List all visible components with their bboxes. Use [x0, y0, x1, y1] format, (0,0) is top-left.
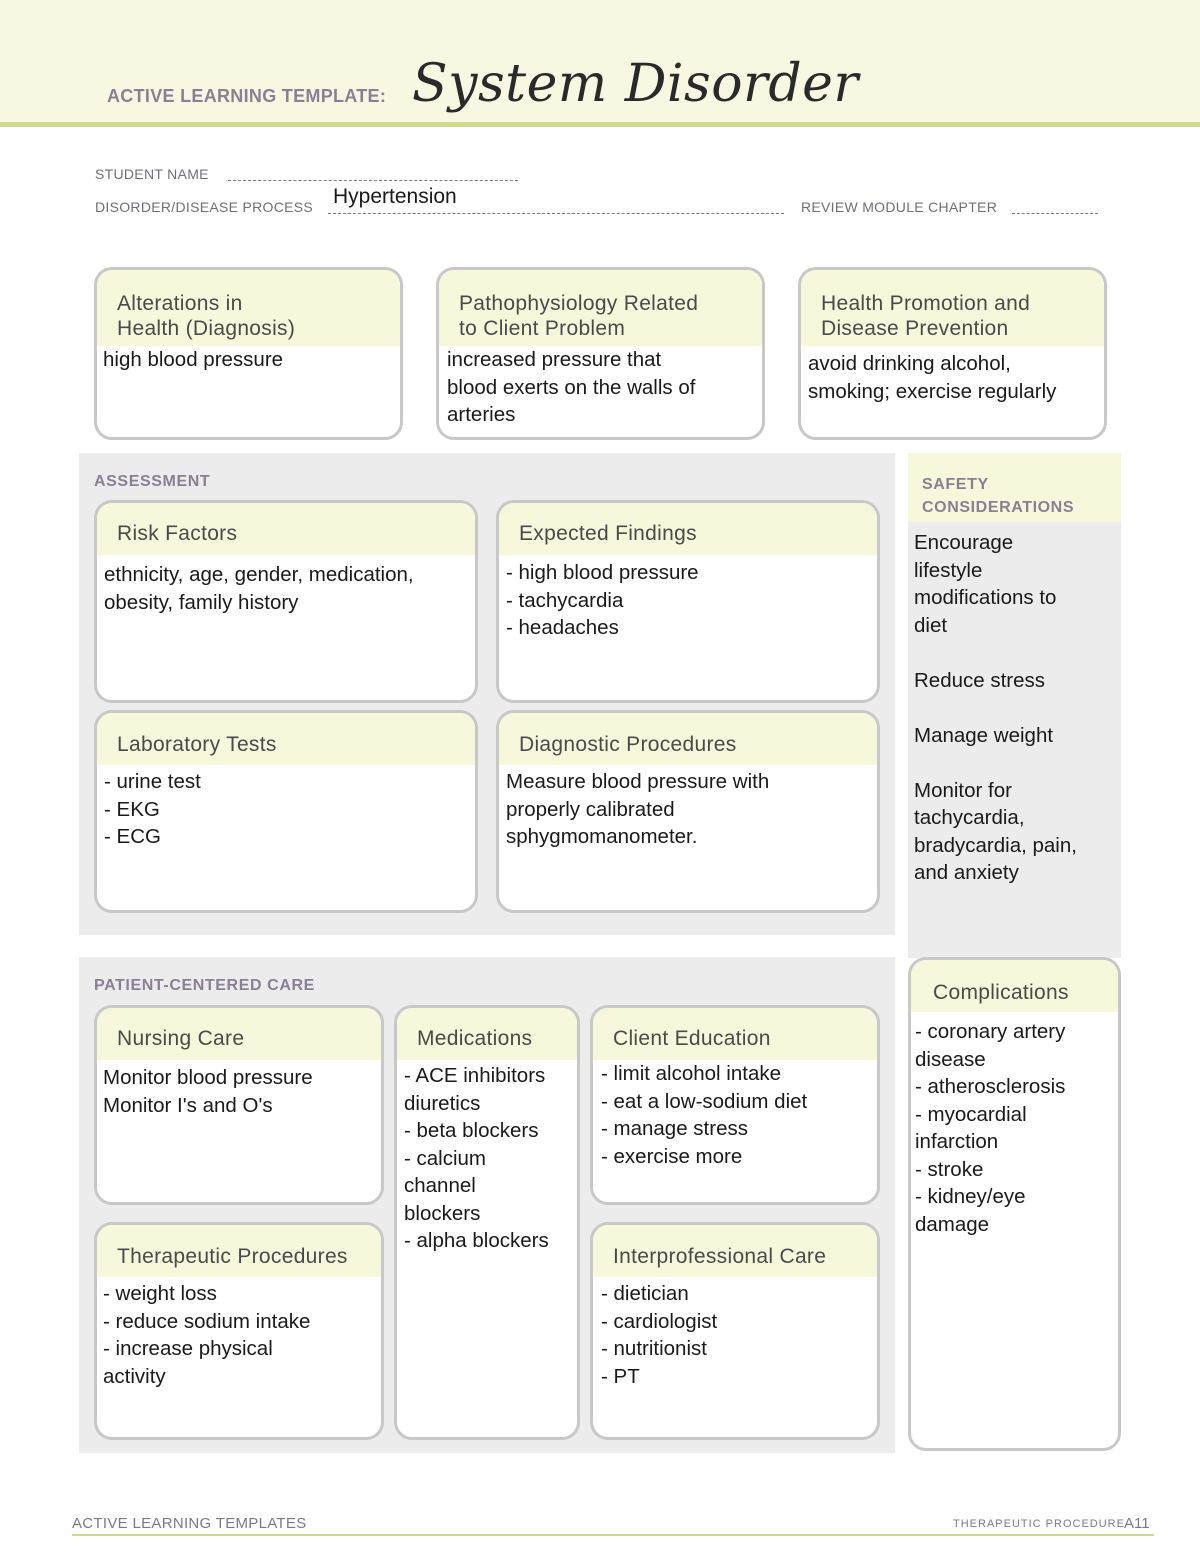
pathophysiology-card: [436, 267, 765, 440]
footer-right-label: THERAPEUTIC PROCEDURE: [953, 1518, 1125, 1530]
risk-factors-card: [94, 500, 478, 703]
interprofessional-care-card: [590, 1222, 880, 1440]
alterations-card: [94, 267, 403, 440]
alterations-body[interactable]: high blood pressure: [103, 348, 284, 371]
expected-findings-body[interactable]: - high blood pressure - tachycardia - headaches: [506, 561, 699, 639]
pathophysiology-title: Pathophysiology Related to Client Problem: [439, 270, 762, 346]
footer-left-label: ACTIVE LEARNING TEMPLATES: [72, 1515, 307, 1532]
diagnostic-procedures-title: Diagnostic Procedures: [499, 713, 877, 765]
client-education-body[interactable]: - limit alcohol intake - eat a low-sodium diet - manage stress - exercise more: [601, 1062, 808, 1168]
risk-factors-title: Risk Factors: [97, 503, 475, 555]
pathophysiology-body[interactable]: increased pressure that blood exerts on the walls of arteries: [447, 348, 696, 426]
laboratory-tests-card: [94, 710, 478, 913]
footer-rule: [72, 1534, 1154, 1536]
risk-factors-body[interactable]: ethnicity, age, gender, medication, obesity, family history: [104, 563, 414, 614]
header-rule: [0, 122, 1200, 127]
safety-label: SAFETY CONSIDERATIONS: [922, 476, 1075, 516]
expected-findings-card: [496, 500, 880, 703]
diagnostic-procedures-card: [496, 710, 880, 913]
disorder-label: DISORDER/DISEASE PROCESS: [95, 199, 314, 215]
interprofessional-care-title: Interprofessional Care: [593, 1225, 877, 1277]
therapeutic-procedures-body[interactable]: - weight loss - reduce sodium intake - increase physical activity: [103, 1282, 311, 1388]
complications-body[interactable]: - coronary artery disease - atherosclerosis - myocardial infarction - stroke - kidney/eye damage: [915, 1020, 1066, 1236]
therapeutic-procedures-title: Therapeutic Procedures: [97, 1225, 381, 1277]
expected-findings-title: Expected Findings: [499, 503, 877, 555]
alterations-title: Alterations in Health (Diagnosis): [97, 270, 400, 346]
medications-title: Medications: [397, 1008, 577, 1060]
medications-card: [394, 1005, 580, 1440]
therapeutic-procedures-card: [94, 1222, 384, 1440]
chapter-line: [1012, 213, 1098, 214]
nursing-care-body[interactable]: Monitor blood pressure Monitor I's and O's: [103, 1066, 313, 1117]
footer-page-number: A11: [1124, 1515, 1150, 1532]
medications-body[interactable]: - ACE inhibitors diuretics - beta blockers - calcium channel blockers - alpha blockers: [404, 1064, 549, 1252]
health-promotion-body[interactable]: avoid drinking alcohol, smoking; exercise regularly: [808, 352, 1057, 403]
template-title: System Disorder: [412, 54, 859, 114]
chapter-label: REVIEW MODULE CHAPTER: [801, 199, 998, 215]
laboratory-tests-body[interactable]: - urine test - EKG - ECG: [104, 770, 201, 848]
disorder-line: [328, 213, 784, 214]
complications-title: Complications: [911, 960, 1118, 1012]
assessment-label: ASSESSMENT: [94, 473, 211, 490]
health-promotion-card: [798, 267, 1107, 440]
health-promotion-title: Health Promotion and Disease Prevention: [801, 270, 1104, 346]
safety-body[interactable]: Encourage lifestyle modifications to diet Reduce stress Manage weight Monitor for tachycardia, bradycardia, pain, and anxiety: [914, 531, 1077, 884]
client-education-title: Client Education: [593, 1008, 877, 1060]
interprofessional-care-body[interactable]: - dietician - cardiologist - nutritionist - PT: [601, 1282, 718, 1388]
complications-card: [908, 957, 1121, 1451]
nursing-care-card: [94, 1005, 384, 1205]
student-name-line: [228, 180, 518, 181]
student-name-label: STUDENT NAME: [95, 166, 209, 182]
client-education-card: [590, 1005, 880, 1205]
laboratory-tests-title: Laboratory Tests: [97, 713, 475, 765]
disorder-value[interactable]: Hypertension: [333, 185, 457, 208]
template-prefix: ACTIVE LEARNING TEMPLATE:: [107, 86, 387, 106]
patient-care-label: PATIENT-CENTERED CARE: [94, 977, 315, 994]
nursing-care-title: Nursing Care: [97, 1008, 381, 1060]
diagnostic-procedures-body[interactable]: Measure blood pressure with properly calibrated sphygmomanometer.: [506, 770, 770, 848]
